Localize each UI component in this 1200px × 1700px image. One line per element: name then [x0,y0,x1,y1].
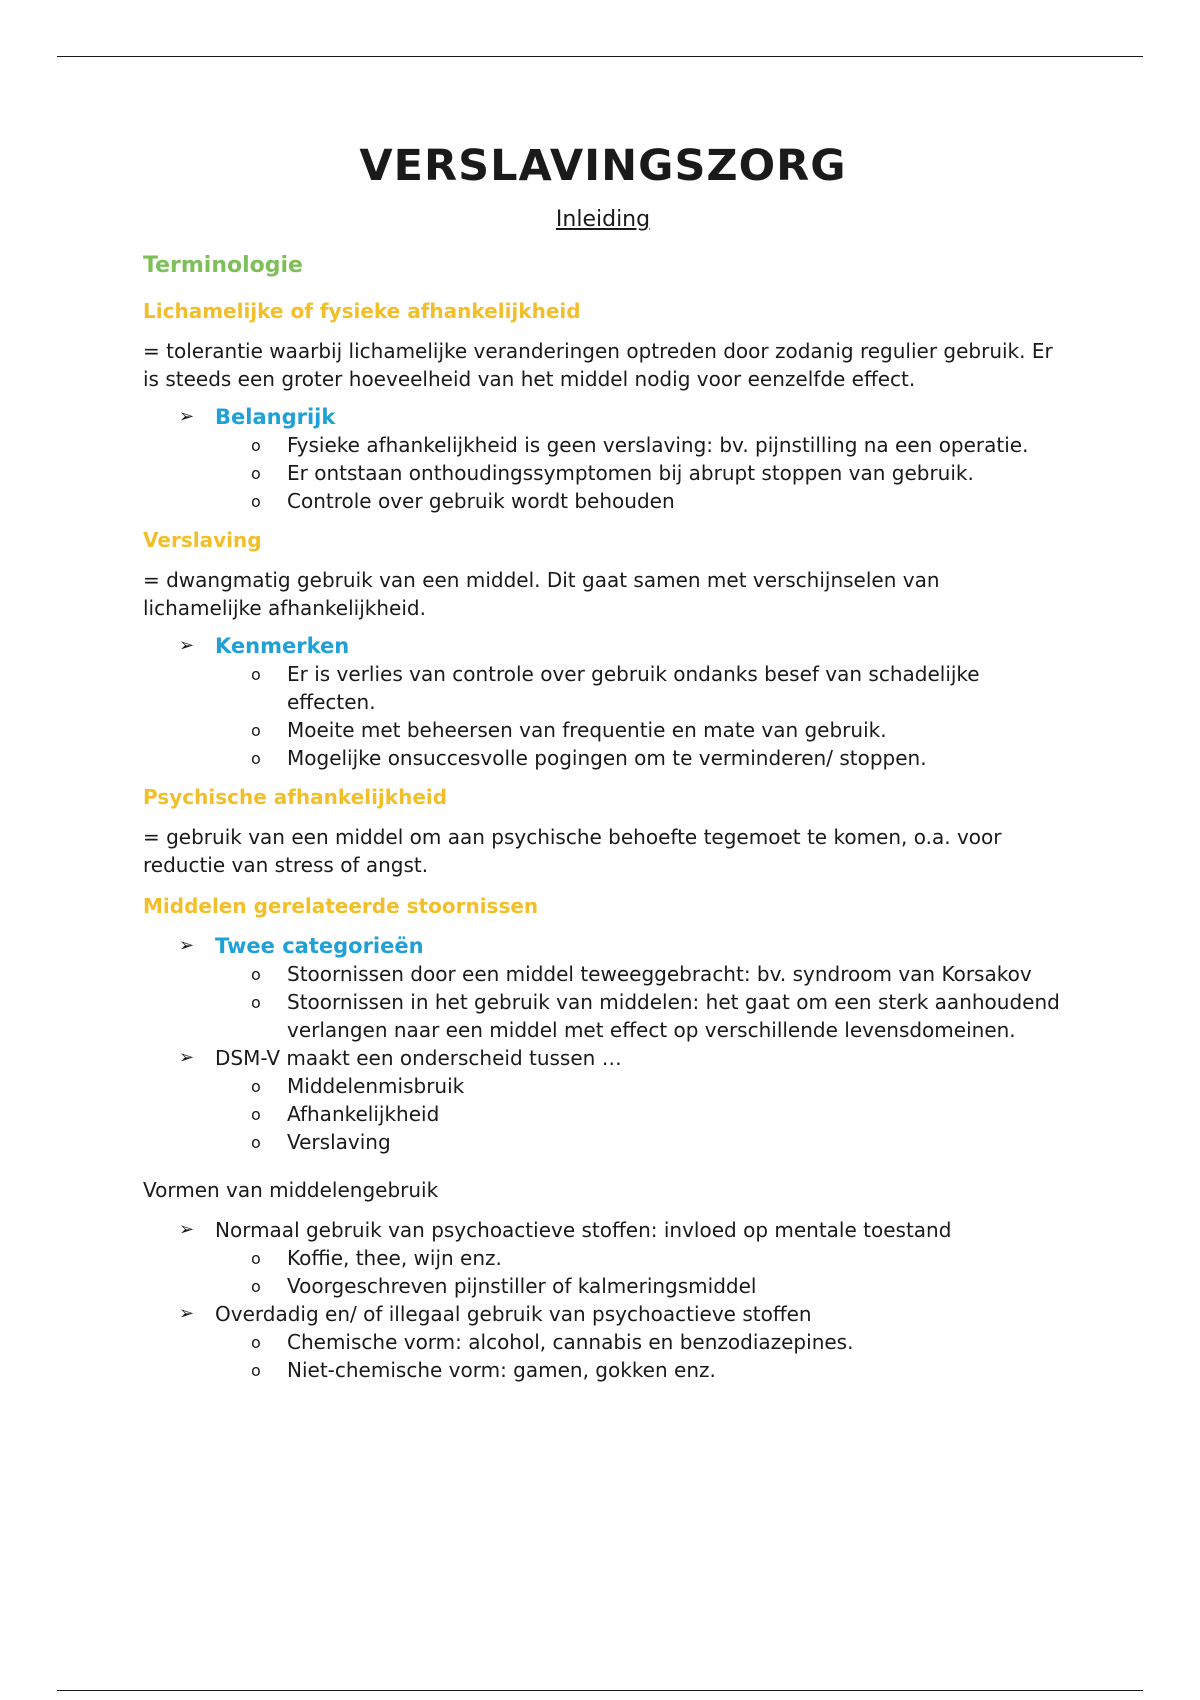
group-label: Overdadig en/ of illegaal gebruik van psychoactieve stoffen [215,1302,812,1326]
list-item: o Er is verlies van controle over gebruik ondanks besef van schadelijke effecten. [251,662,980,714]
arrow-bullet-icon: ➢ [179,1047,195,1068]
arrow-bullet-icon: ➢ [179,406,195,427]
circle-bullet-icon: o [251,1277,261,1296]
circle-list [215,660,1063,772]
list-item: o Stoornissen in het gebruik van middelen: het gaat om een sterk aanhoudend verlangen naar een middel met effect op verschillende levensdomeinen. [251,990,1060,1042]
list-item: o Moeite met beheersen van frequentie en mate van gebruik. [215,716,1063,744]
list-item: o Mogelijke onsuccesvolle pogingen om te verminderen/ stoppen. [215,744,1063,772]
circle-bullet-icon: o [251,665,261,684]
list-item: o Middelenmisbruik [215,1072,1063,1100]
arrow-bullet-icon: ➢ [179,935,195,956]
arrow-bullet-icon: ➢ [179,1303,195,1324]
top-rule [57,56,1143,57]
block-heading: Verslaving [143,528,262,552]
sub-label: Kenmerken [215,634,350,658]
arrow-bullet-icon: ➢ [179,1219,195,1240]
arrow-item [143,1044,1063,1156]
list-item: o Voorgeschreven pijnstiller of kalmeringsmiddel [215,1272,1063,1300]
circle-bullet-icon: o [251,993,261,1012]
arrow-bullet-icon: ➢ [179,635,195,656]
sub-label: Belangrijk [215,405,336,429]
arrow-item [143,932,1063,1044]
vormen-heading: Vormen van middelengebruik [143,1178,439,1202]
list-item: o Controle over gebruik wordt behouden [215,487,1063,515]
document-page [143,140,1063,1396]
list-item: o Chemische vorm: alcohol, cannabis en benzodiazepines. [215,1328,1063,1356]
block-heading: Psychische afhankelijkheid [143,785,448,809]
list-item: o Verslaving [215,1128,1063,1156]
list-item: o Koffie, thee, wijn enz. [215,1244,1063,1272]
group-label: Normaal gebruik van psychoactieve stoffen: invloed op mentale toestand [215,1218,952,1242]
circle-bullet-icon: o [251,492,261,511]
circle-bullet-icon: o [251,965,261,984]
circle-bullet-icon: o [251,749,261,768]
list-item: o Stoornissen door een middel teweeggebracht: bv. syndroom van Korsakov [215,960,1063,988]
circle-list [215,960,1063,1044]
list-item: o Niet-chemische vorm: gamen, gokken enz. [215,1356,1063,1384]
arrow-list [143,1216,1063,1384]
arrow-item [143,632,1063,772]
list-item: o Afhankelijkheid [215,1100,1063,1128]
list-item: o Fysieke afhankelijkheid is geen verslaving: bv. pijnstilling na een operatie. [215,431,1063,459]
circle-bullet-icon: o [251,1249,261,1268]
dsm-label: DSM-V maakt een onderscheid tussen … [215,1046,622,1070]
circle-bullet-icon: o [251,1077,261,1096]
circle-list [215,1072,1063,1156]
arrow-list [143,403,1063,515]
circle-list [215,1328,1063,1384]
block-definition: = tolerantie waarbij lichamelijke veranderingen optreden door zodanig regulier gebruik. Er is steeds een groter hoeveelheid van het middel nodig voor eenzelfde effect. [143,339,1053,391]
circle-bullet-icon: o [251,436,261,455]
arrow-list [143,932,1063,1156]
circle-bullet-icon: o [251,1333,261,1352]
document-title: VERSLAVINGSZORG [359,141,847,191]
block-heading: Lichamelijke of fysieke afhankelijkheid [143,299,581,323]
circle-list [215,1244,1063,1300]
circle-bullet-icon: o [251,721,261,740]
section-heading: Terminologie [143,253,303,278]
circle-bullet-icon: o [251,464,261,483]
block-definition: = dwangmatig gebruik van een middel. Dit gaat samen met verschijnselen van lichamelijke afhankelijkheid. [143,568,940,620]
arrow-item [143,1300,1063,1384]
arrow-item [143,1216,1063,1300]
block-heading: Middelen gerelateerde stoornissen [143,894,539,918]
bottom-rule [57,1690,1143,1691]
sub-label: Twee categorieën [215,934,424,958]
arrow-item [143,403,1063,515]
subtitle: Inleiding [555,207,651,232]
circle-bullet-icon: o [251,1133,261,1152]
circle-bullet-icon: o [251,1105,261,1124]
circle-list [215,431,1063,515]
arrow-list [143,632,1063,772]
block-definition: = gebruik van een middel om aan psychische behoefte tegemoet te komen, o.a. voor reductie van stress of angst. [143,825,1002,877]
list-item: o Er ontstaan onthoudingssymptomen bij abrupt stoppen van gebruik. [215,459,1063,487]
circle-bullet-icon: o [251,1361,261,1380]
